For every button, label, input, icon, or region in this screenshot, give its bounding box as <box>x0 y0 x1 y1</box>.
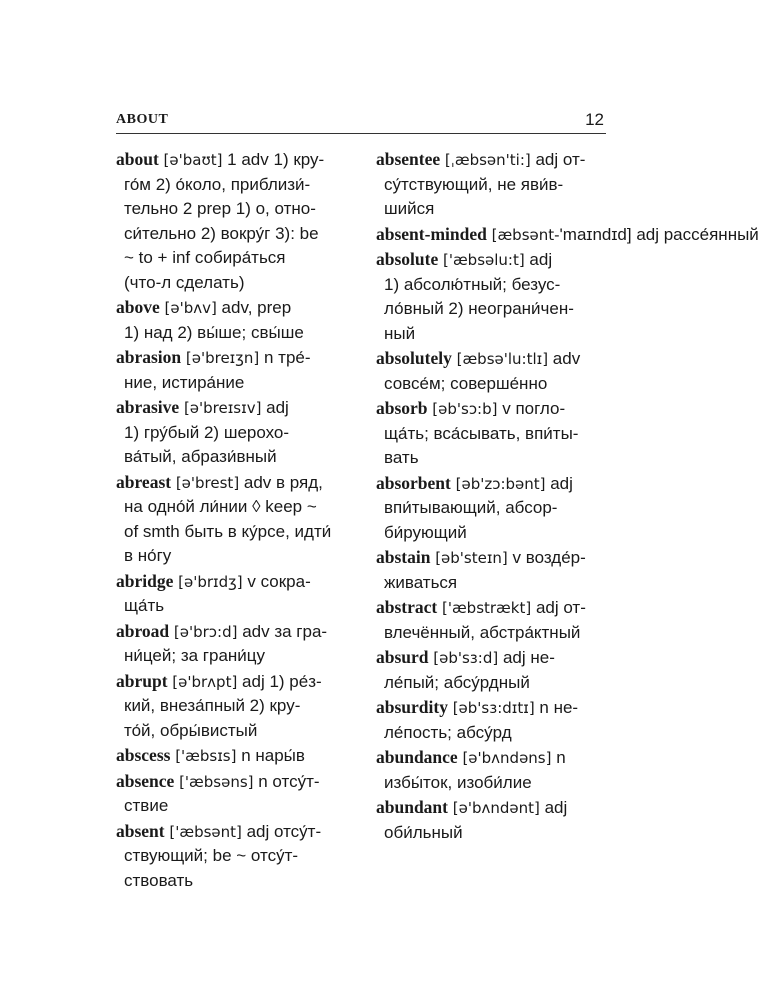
headword: abscess <box>116 745 171 765</box>
running-head: ABOUT <box>116 112 169 127</box>
definition-text: кий, внеза́пный 2) кру- <box>124 696 301 715</box>
definition-text: adj от- <box>531 598 586 617</box>
transcription: [ə'brest] <box>175 473 240 492</box>
dictionary-entry <box>116 470 348 569</box>
definition-text: v погло- <box>497 399 566 418</box>
transcription: [ə'breɪʒn] <box>185 349 260 367</box>
definition-text: оби́льный <box>384 822 463 842</box>
entry-line <box>376 571 608 596</box>
entry-line <box>376 446 608 471</box>
headword: absent-minded <box>376 223 487 244</box>
entry-line <box>376 821 608 846</box>
entry-line <box>116 197 348 222</box>
transcription: [ə'brɪdʒ] <box>178 572 243 591</box>
transcription: ['æbsəns] <box>179 772 254 791</box>
definition-text: v сокра- <box>242 571 311 591</box>
headword: abstain <box>376 547 431 567</box>
transcription: [əb'sɔ:b] <box>432 400 498 418</box>
definition-text: adj 1) ре́з- <box>237 671 322 691</box>
definition-text: v возде́р- <box>507 548 586 567</box>
entry-first-line <box>376 396 608 422</box>
dictionary-entry <box>116 619 348 669</box>
entry-first-line <box>376 595 608 621</box>
headword: abrupt <box>116 670 168 691</box>
entry-line <box>376 771 608 796</box>
transcription: [ə'bʌndənt] <box>452 799 540 817</box>
entry-line <box>376 671 608 696</box>
definition-text: ле́пый; абсу́рдный <box>384 672 530 692</box>
entry-line <box>116 445 348 470</box>
dictionary-entry <box>116 819 348 894</box>
definition-text: (что-л сделать) <box>124 272 245 292</box>
entry-first-line <box>116 669 348 695</box>
definition-text: ща́ть; вса́сывать, впи́ты- <box>384 423 579 443</box>
dictionary-entry <box>376 346 608 396</box>
dictionary-entry <box>116 395 348 470</box>
dictionary-entry <box>376 695 608 745</box>
definition-text: шийся <box>384 199 435 218</box>
transcription: [əb'sɜ:d] <box>433 649 499 667</box>
definition-text: n <box>551 748 566 767</box>
dictionary-entry <box>376 471 608 546</box>
dictionary-entry <box>376 545 608 595</box>
transcription: [əb'steɪn] <box>435 549 508 567</box>
headword: absurd <box>376 647 429 667</box>
headword: above <box>116 297 160 317</box>
headword: absolute <box>376 249 439 269</box>
entry-first-line <box>376 222 759 248</box>
definition-text: совсе́м; соверше́нно <box>384 373 548 393</box>
dictionary-entry <box>116 743 348 769</box>
definition-text: ~ to + inf собира́ться <box>124 248 286 267</box>
definition-text: n не- <box>534 698 579 717</box>
definition-text: тельно 2 prep 1) о, отно- <box>124 199 316 218</box>
dictionary-entry <box>376 595 608 645</box>
definition-text: ва́тый, абрази́вный <box>124 447 277 466</box>
entry-line <box>116 644 348 669</box>
entry-line <box>376 521 608 546</box>
entry-line <box>116 694 348 719</box>
header-rule <box>116 133 606 134</box>
entry-first-line <box>116 345 348 371</box>
definition-text: влечённый, абстра́ктный <box>384 622 581 642</box>
entry-first-line <box>116 295 348 321</box>
entry-line <box>376 322 608 347</box>
right-column <box>376 147 759 845</box>
transcription: [ə'bʌndəns] <box>462 749 552 767</box>
entry-first-line <box>376 147 608 173</box>
page-header <box>116 112 606 134</box>
definition-text: впи́тывающий, абсор- <box>384 498 558 517</box>
dictionary-entry <box>376 795 608 845</box>
definition-text: ный <box>384 323 416 343</box>
definition-text: ща́ть <box>124 596 165 615</box>
entry-line <box>376 372 608 397</box>
entry-line <box>376 297 608 322</box>
definition-text: ле́пость; абсу́рд <box>384 722 512 742</box>
transcription: [ə'brɔ:d] <box>173 622 238 641</box>
entry-first-line <box>116 569 348 595</box>
entry-line <box>116 371 348 396</box>
entry-line <box>116 844 348 869</box>
headword: abundance <box>376 747 458 767</box>
transcription: [ə'bʌv] <box>164 299 217 317</box>
transcription: [əb'zɔ:bənt] <box>455 474 546 493</box>
entry-line <box>376 721 608 746</box>
entry-line <box>116 222 348 247</box>
entry-line <box>116 173 348 198</box>
entry-first-line <box>116 743 348 769</box>
definition-text: adj отсу́т- <box>241 821 322 841</box>
definition-text: избы́ток, изоби́лие <box>384 772 532 792</box>
definition-text: ние, истира́ние <box>124 372 245 392</box>
definition-text: ствующий; be ~ отсу́т- <box>124 846 299 865</box>
entry-line <box>116 321 348 346</box>
headword: absolutely <box>376 348 452 368</box>
definition-text: adv <box>548 349 581 368</box>
entry-line <box>376 197 608 222</box>
definition-text: n тре́- <box>259 348 311 367</box>
entry-line <box>116 246 348 271</box>
transcription: [ə'brʌpt] <box>172 672 238 691</box>
entry-line <box>116 544 348 569</box>
headword: abstract <box>376 597 438 617</box>
entry-line <box>116 495 348 520</box>
dictionary-entry <box>116 669 348 744</box>
entry-first-line <box>116 769 348 795</box>
headword: abridge <box>116 570 174 591</box>
dictionary-entry <box>376 247 608 346</box>
definition-text: го́м 2) о́коло, приблизи́- <box>124 174 311 194</box>
definition-text: су́тствующий, не яви́в- <box>384 174 564 194</box>
entry-first-line <box>376 346 608 372</box>
definition-text: of smth быть в ку́рсе, идти́ <box>124 521 332 541</box>
entry-line <box>116 271 348 296</box>
definition-text: ло́вный 2) неограни́чен- <box>384 299 574 318</box>
definition-text: adj <box>539 798 568 817</box>
dictionary-entry <box>376 222 759 248</box>
transcription: ['æbstrækt] <box>441 599 532 617</box>
definition-text: n нары́в <box>236 746 305 765</box>
entry-first-line <box>116 147 348 173</box>
transcription: [æbsə'lu:tlɪ] <box>456 350 549 368</box>
headword: abrasive <box>116 397 180 417</box>
transcription: [əb'sɜ:dɪtɪ] <box>452 699 535 717</box>
dictionary-entry <box>376 645 608 695</box>
headword: abroad <box>116 620 170 641</box>
definition-text: adj <box>524 250 553 269</box>
headword: absorb <box>376 398 428 418</box>
headword: absent <box>116 820 165 841</box>
headword: abrasion <box>116 347 182 367</box>
definition-text: 1) над 2) вы́ше; свы́ше <box>124 322 304 342</box>
entry-first-line <box>376 745 608 771</box>
entry-line <box>376 496 608 521</box>
dictionary-entry <box>116 295 348 345</box>
definition-text: живаться <box>384 572 458 592</box>
definition-text: то́й, обры́вистый <box>124 720 258 740</box>
entry-line <box>376 621 608 646</box>
entry-first-line <box>116 819 348 845</box>
transcription: [ə'breɪsɪv] <box>183 399 262 417</box>
dictionary-entry <box>116 569 348 619</box>
definition-text: adj <box>261 398 289 417</box>
entry-first-line <box>376 545 608 571</box>
entry-first-line <box>376 695 608 721</box>
entry-line <box>116 794 348 819</box>
transcription: ['æbsəlu:t] <box>442 251 525 269</box>
entry-first-line <box>116 470 348 496</box>
entry-line <box>376 173 608 198</box>
transcription: ['æbsənt] <box>169 822 242 841</box>
definition-text: ни́цей; за грани́цу <box>124 646 266 665</box>
definition-text: adv за гра- <box>237 621 328 641</box>
dictionary-entry <box>116 345 348 395</box>
headword: absorbent <box>376 472 451 493</box>
entry-line <box>116 719 348 744</box>
dictionary-entry <box>376 396 608 471</box>
transcription: [æbsənt- <box>491 225 560 244</box>
definition-text: adj не- <box>498 648 555 667</box>
entry-line <box>116 594 348 619</box>
definition-text: 1) гру́бый 2) шерохо- <box>124 422 290 442</box>
dictionary-entry <box>116 769 348 819</box>
headword: abundant <box>376 797 448 817</box>
entry-line <box>376 273 608 298</box>
definition-text: adv в ряд, <box>239 472 323 492</box>
transcription: ['æbsɪs] <box>175 747 237 765</box>
headword: about <box>116 149 159 169</box>
transcription: [ˌæbsən'ti:] <box>444 151 531 169</box>
dictionary-entry <box>376 147 608 222</box>
definition-text: вать <box>384 448 419 467</box>
definition-text: си́тельно 2) вокру́г 3): be <box>124 223 319 243</box>
definition-text: 1 adv 1) кру- <box>222 150 325 169</box>
definition-text: adj <box>545 473 573 493</box>
definition-text: ствие <box>124 796 169 815</box>
entry-line <box>376 422 608 447</box>
definition-text: на одно́й ли́нии ◊ keep ~ <box>124 497 317 516</box>
headword: absurdity <box>376 697 448 717</box>
page-number: 12 <box>585 110 604 129</box>
definition-text: adv, prep <box>216 298 292 317</box>
left-column <box>116 147 348 893</box>
dictionary-entry <box>116 147 348 295</box>
definition-text: 1) абсолю́тный; безус- <box>384 274 561 294</box>
definition-text: adj от- <box>530 150 586 169</box>
headword: absentee <box>376 149 441 169</box>
headword: absence <box>116 770 175 791</box>
headword: abreast <box>116 471 172 492</box>
definition-text: 'maɪndɪd] adj рассе́янный <box>559 224 759 244</box>
entry-line <box>116 869 348 894</box>
entry-first-line <box>376 247 608 273</box>
entry-first-line <box>116 395 348 421</box>
entry-first-line <box>376 645 608 671</box>
entry-line <box>116 520 348 545</box>
entry-first-line <box>116 619 348 645</box>
dictionary-entry <box>376 745 608 795</box>
definition-text: n отсу́т- <box>253 771 320 791</box>
definition-text: би́рующий <box>384 522 467 542</box>
entry-first-line <box>376 795 608 821</box>
definition-text: в но́гу <box>124 546 172 565</box>
definition-text: ствовать <box>124 870 194 890</box>
entry-line <box>116 421 348 446</box>
transcription: [ə'baʊt] <box>163 151 223 169</box>
entry-first-line <box>376 471 608 497</box>
